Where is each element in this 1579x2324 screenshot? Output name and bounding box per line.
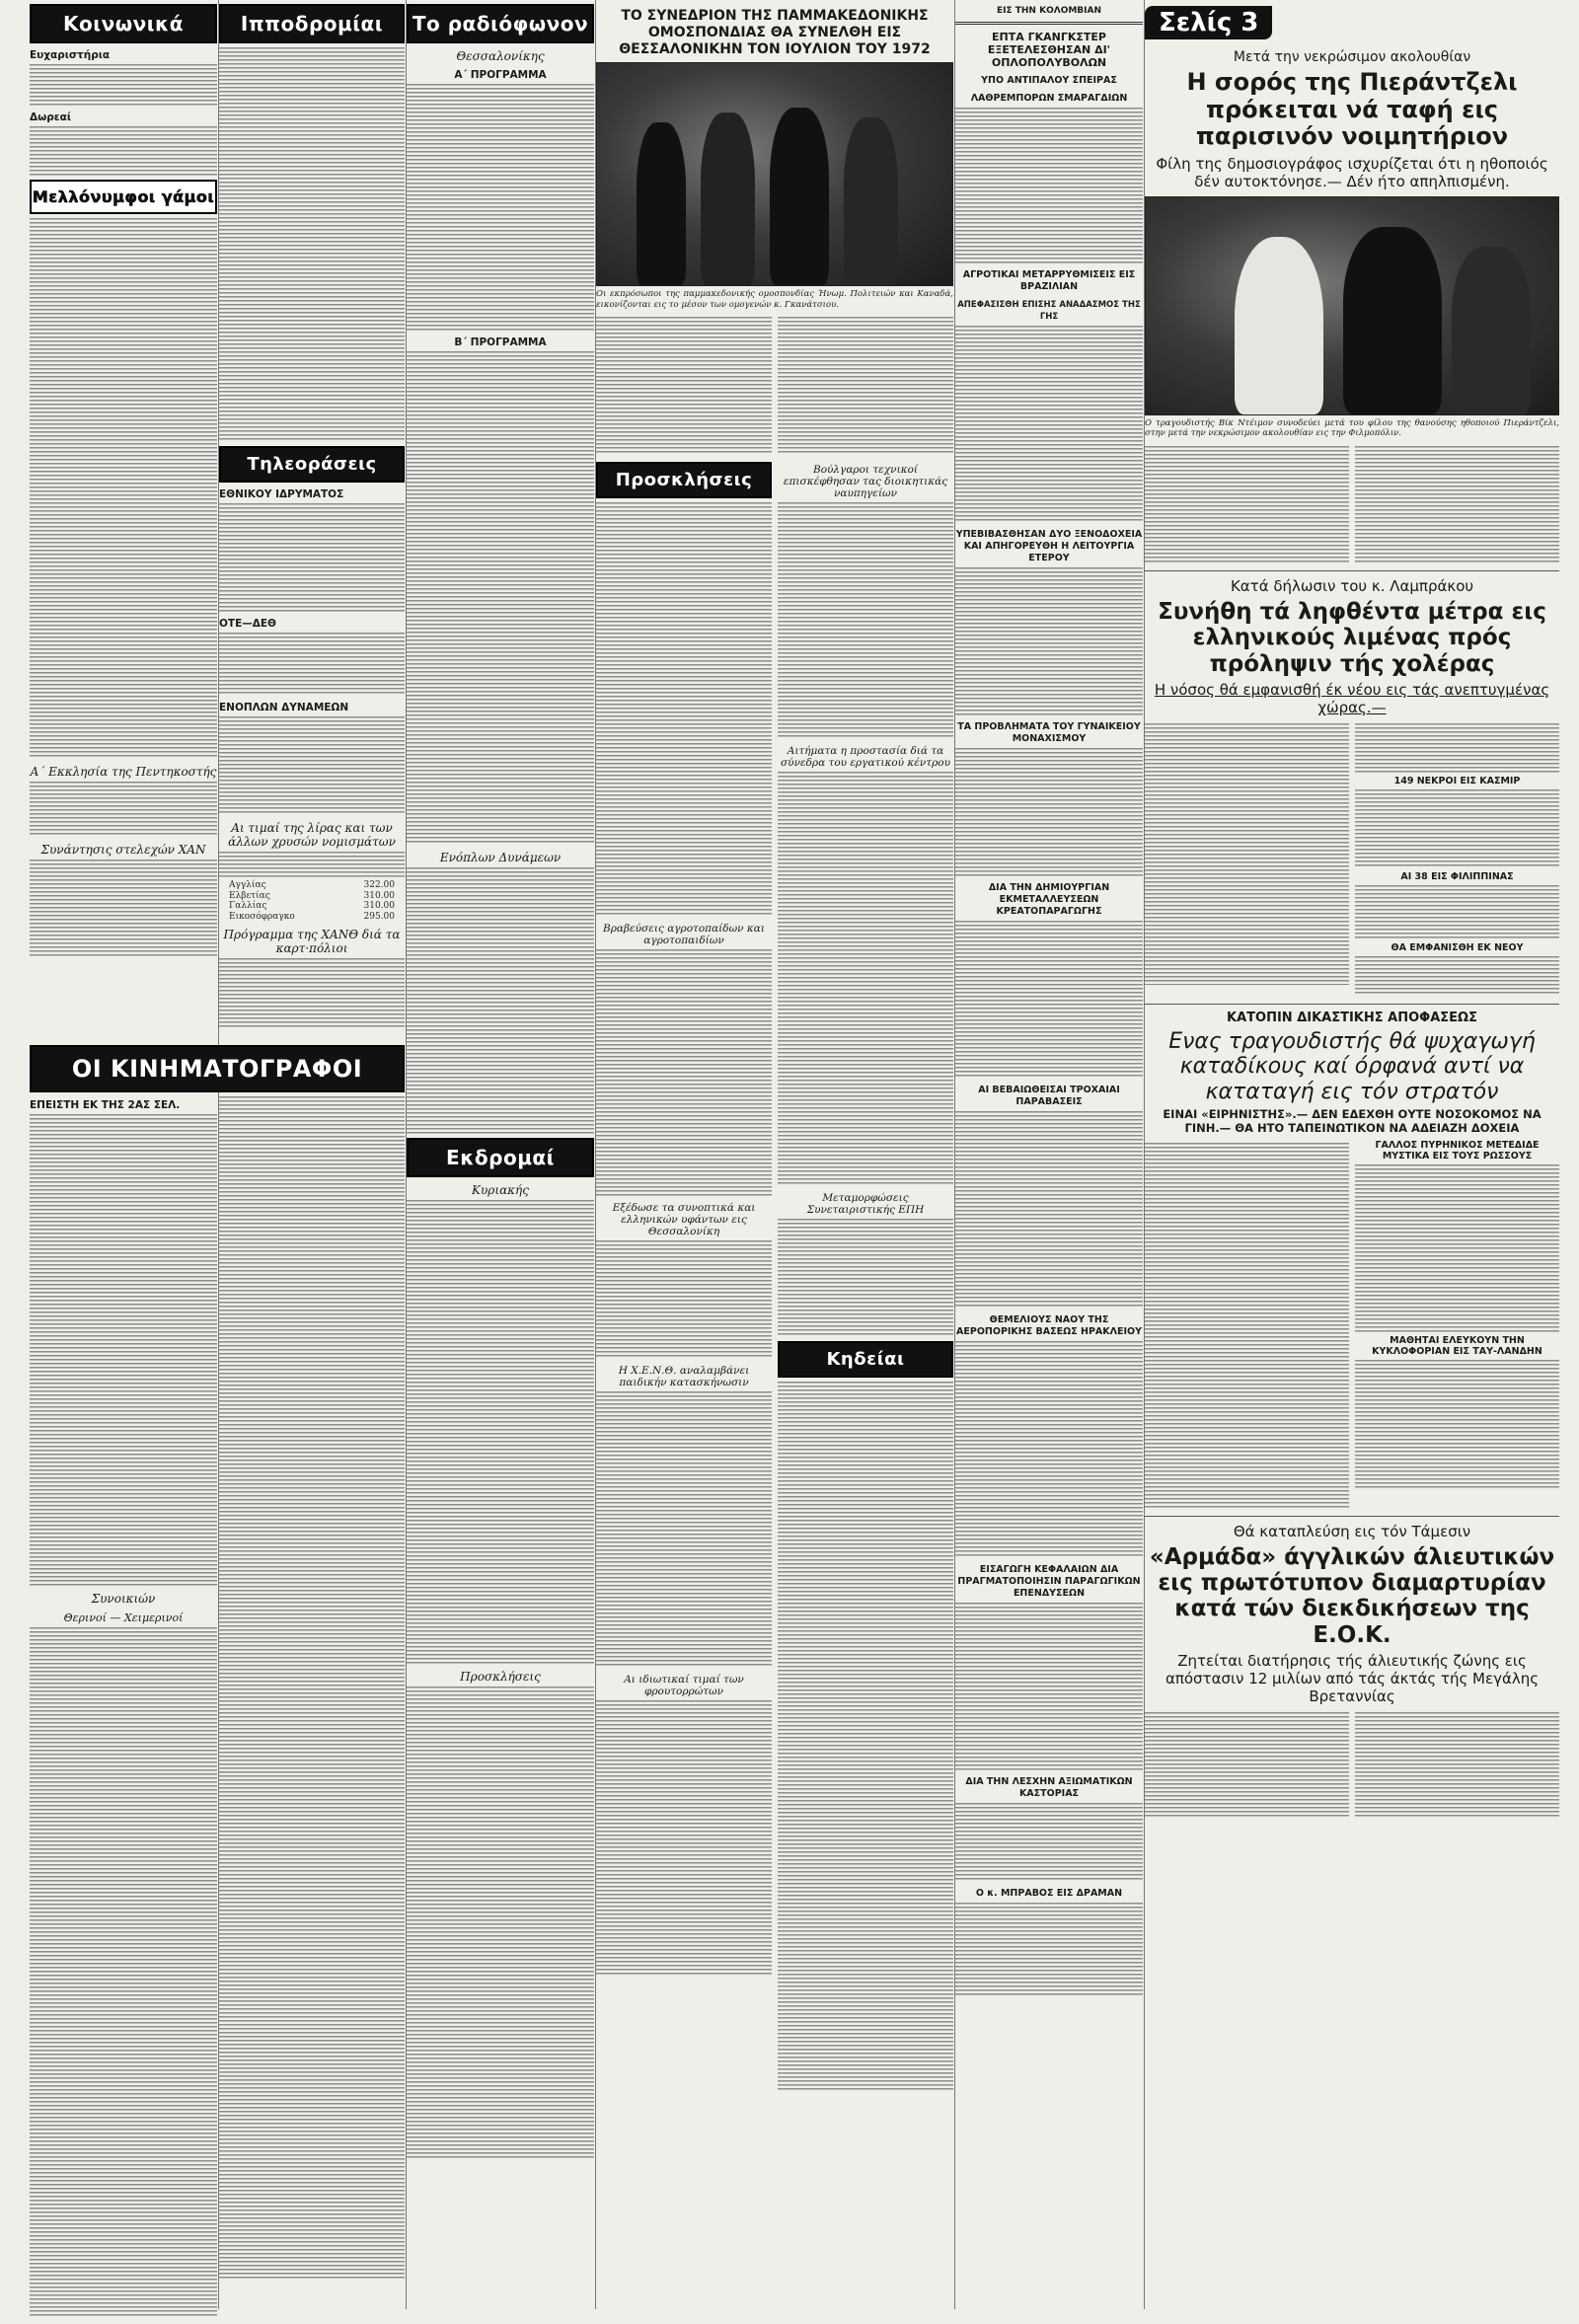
cinema-listings bbox=[30, 1627, 217, 2318]
price-row: Ελβετίας 310.00 bbox=[229, 890, 395, 901]
text-block bbox=[407, 1687, 594, 2160]
text-block bbox=[1355, 1360, 1559, 1488]
tv-sub2: ΟΤΕ—ΔΕΘ bbox=[219, 618, 276, 630]
text-block bbox=[1355, 446, 1559, 562]
prog-a: Α΄ ΠΡΟΓΡΑΜΜΑ bbox=[454, 69, 547, 81]
column-main bbox=[596, 0, 953, 2095]
gangsters-by: ΥΠΟ ΑΝΤΙΠΑΛΟΥ ΣΠΕΙΡΑΣ bbox=[981, 75, 1117, 86]
photo-figure bbox=[844, 117, 898, 285]
text-block bbox=[219, 716, 405, 815]
text-block bbox=[219, 852, 405, 877]
text-block bbox=[219, 47, 405, 442]
headline-pierangeli: Η σορός της Πιεράντζελι πρόκειται νά ταφή εις παρισινόν νοιμητήριον bbox=[1186, 68, 1518, 151]
thanks-head: Ευχαριστήρια bbox=[30, 49, 111, 61]
cinema-first: ΕΠΕΙΣΤΗ ΕΚ ΤΗΣ 2ΑΣ ΣΕΛ. bbox=[30, 1099, 181, 1111]
text-block bbox=[1355, 1164, 1559, 1332]
excursions-banner: Εκδρομαί bbox=[407, 1138, 594, 1177]
social-banner: Κοινωνικά bbox=[30, 4, 217, 43]
weddings-banner: Μελλόνυμφοι γάμοι bbox=[30, 180, 217, 214]
page-number: Σελίς 3 bbox=[1145, 0, 1559, 43]
tv-banner: Τηλεοράσεις bbox=[219, 446, 405, 483]
photo-pierangeli bbox=[1145, 196, 1559, 415]
station-head: Θεσσαλονίκης bbox=[456, 49, 545, 63]
students-head: ΜΑΘΗΤΑΙ ΕΛΕΥΚΟΥΝ ΤΗΝ ΚΥΚΛΟΦΟΡΙΑΝ ΕΙΣ ΤΑΥ-ΛΑΝΔΗΝ bbox=[1372, 1334, 1542, 1357]
text-block bbox=[955, 921, 1143, 1079]
traffic-head: ΑΙ ΒΕΒΑΙΩΘΕΙΣΑΙ ΤΡΟΧΑΙΑΙ ΠΑΡΑΒΑΣΕΙΣ bbox=[978, 1085, 1120, 1107]
text-block bbox=[596, 949, 772, 1196]
headline-armada: «Αρμάδα» άγγλικών άλιευτικών εις πρωτότυπον διαμαρτυρίαν κατά τών διεκδικήσεων της Ε.Ο.Κ. bbox=[1149, 1543, 1555, 1648]
prices-table bbox=[219, 880, 405, 922]
funerals-banner: Κηδείαι bbox=[778, 1341, 953, 1378]
text-block bbox=[596, 317, 772, 455]
text-block bbox=[1355, 956, 1559, 996]
armed-head: Ενόπλων Δυνάμεων bbox=[439, 851, 562, 864]
text-block bbox=[30, 782, 217, 837]
cinema-column-right bbox=[219, 1093, 405, 2284]
news-sub8: Μεταμορφώσεις Συνεταιριστικής ΕΠΗ bbox=[806, 1192, 925, 1216]
news-sub4: Εξέδωσε τα συνοπτικά και ελληνικών υφάντων εις Θεσσαλονίκη bbox=[612, 1202, 756, 1237]
text-block bbox=[955, 1111, 1143, 1309]
text-block bbox=[955, 1341, 1143, 1558]
text-block bbox=[778, 772, 953, 1186]
invites-head: Προσκλήσεις bbox=[460, 1670, 541, 1684]
invites-banner: Προσκλήσεις bbox=[596, 462, 772, 498]
news-sub7: Αι ιδιωτικαί τιμαί των φρουτορρώτων bbox=[624, 1674, 744, 1697]
headline-cholera: Συνήθη τά ληφθέντα μέτρα εις ελληνικούς λιμένας πρός πρόληψιν τής χολέρας bbox=[1158, 598, 1546, 677]
monastic-head: ΤΑ ΠΡΟΒΛΗΜΑΤΑ ΤΟΥ ΓΥΝΑΙΚΕΙΟΥ ΜΟΝΑΧΙΣΜΟΥ bbox=[957, 721, 1141, 744]
text-block bbox=[1145, 1712, 1349, 1819]
tv-sub1: ΕΘΝΙΚΟΥ ΙΔΡΥΜΑΤΟΣ bbox=[219, 488, 344, 500]
caption-pierangeli: Ο τραγουδιστής Βίκ Ντέιμον συνοδεύει μετά του φίλου της θανούσης ηθοποιού Πιεράντζελι, στην μετά την νεκρώσιμον ακολουθίαν εις την Φιλμοπόλιν. bbox=[1145, 417, 1559, 439]
temple-head: ΘΕΜΕΛΙΟΥΣ ΝΑΟΥ ΤΗΣ ΑΕΡΟΠΟΡΙΚΗΣ ΒΑΣΕΩΣ ΗΡΑΚΛΕΙΟΥ bbox=[956, 1314, 1142, 1337]
text-block bbox=[1145, 446, 1349, 562]
races-banner: Ιπποδρομίαι bbox=[219, 4, 405, 43]
two-col bbox=[1145, 443, 1559, 565]
text-block bbox=[955, 108, 1143, 263]
donations-head: Δωρεαί bbox=[30, 112, 71, 123]
neighborhood-head: Συνοικιών bbox=[91, 1592, 156, 1606]
brazil-head: ΑΓΡΟΤΙΚΑΙ ΜΕΤΑΡΡΥΘΜΙΣΕΙΣ ΕΙΣ ΒΡΑΖΙΛΙΑΝ bbox=[962, 269, 1136, 292]
text-block bbox=[955, 567, 1143, 715]
column-social bbox=[30, 0, 217, 961]
column-races bbox=[219, 0, 405, 1030]
news-sub2: Αιτήματα η προστασία διά τα σύνεδρα του εργατικού κέντρου bbox=[781, 745, 950, 769]
kicker-1: Μετά την νεκρώσιμον ακολουθίαν bbox=[1233, 49, 1471, 65]
news-sub6: Η Χ.Ε.Ν.Θ. αναλαμβάνει παιδικήν κατασκήνωσιν bbox=[618, 1365, 750, 1388]
dead-head: 149 ΝΕΚΡΟΙ ΕΙΣ ΚΑΣΜΙΡ bbox=[1393, 776, 1521, 787]
text-block bbox=[596, 1700, 772, 1977]
text-block bbox=[596, 1240, 772, 1359]
text-block bbox=[219, 633, 405, 696]
column-front bbox=[1145, 0, 1559, 1822]
gallos-head: ΓΑΛΛΟΣ ΠΥΡΗΝΙΚΟΣ ΜΕΤΕΔΙΔΕ ΜΥΣΤΙΚΑ ΕΙΣ ΤΟΥΣ ΡΩΣΣΟΥΣ bbox=[1375, 1139, 1540, 1162]
text-block bbox=[596, 502, 772, 917]
program-head: Πρόγραμμα της ΧΑΝΘ διά τα καρτ·πόλιοι bbox=[223, 928, 401, 956]
photo-figure bbox=[637, 122, 686, 285]
meeting-head: Συνάντησις στελεχών ΧΑΝ bbox=[40, 843, 206, 857]
text-block bbox=[219, 958, 405, 1027]
text-block bbox=[1355, 885, 1559, 939]
prices-head: Αι τιμαί της λίρας και των άλλων χρυσών νομισμάτων bbox=[228, 821, 396, 849]
capital-head: ΕΙΣΑΓΩΓΗ ΚΕΦΑΛΑΙΩΝ ΔΙΑ ΠΡΑΓΜΑΤΟΠΟΙΗΣΙΝ ΠΑΡΑΓΩΓΙΚΩΝ ΕΠΕΝΔΥΣΕΩΝ bbox=[957, 1564, 1141, 1599]
photo-figure bbox=[1235, 237, 1323, 414]
text-block bbox=[1355, 723, 1559, 773]
price-row: Γαλλίας 310.00 bbox=[229, 901, 395, 912]
text-block bbox=[407, 1200, 594, 1664]
text-block bbox=[778, 317, 953, 455]
church-head: Α΄ Εκκλησία της Πεντηκοστής bbox=[30, 765, 217, 779]
sub-singer: ΕΙΝΑΙ «ΕΙΡΗΝΙΣΤΗΣ».— ΔΕΝ ΕΔΕΧΘΗ ΟΥΤΕ ΝΟΣΟΚΟΜΟΣ ΝΑ ΓΙΝΗ.— ΘΑ ΗΤΟ ΤΑΠΕΙΝΩΤΙΚΟΝ ΝΑ ΑΔΕΙΑΖΗ ΔΟΧΕΙΑ bbox=[1163, 1106, 1541, 1135]
photo-figure bbox=[701, 112, 755, 285]
hotels-head: ΥΠΕΒΙΒΑΣΘΗΣΑΝ ΔΥΟ ΞΕΝΟΔΟΧΕΙΑ ΚΑΙ ΑΠΗΓΟΡΕΥΘΗ Η ΛΕΙΤΟΥΡΓΙΑ ΕΤΕΡΟΥ bbox=[955, 529, 1143, 563]
text-block bbox=[407, 84, 594, 331]
two-col bbox=[1145, 1140, 1559, 1511]
sub-cholera: Η νόσος θά εμφανισθή έκ νέου εις τάς ανεπτυγμένας χώρας.— bbox=[1154, 681, 1550, 717]
season-head: Θερινοί — Χειμερινοί bbox=[63, 1612, 184, 1624]
text-block bbox=[1355, 1712, 1559, 1819]
sub-armada: Ζητείται διατήρησις τής άλιευτικής ζώνης εις απόστασιν 12 μιλίων από τάς άκτάς τής Μεγάλης Βρεταννίας bbox=[1165, 1652, 1540, 1706]
kicker-3: ΚΑΤΟΠΙΝ ΔΙΚΑΣΤΙΚΗΣ ΑΠΟΦΑΣΕΩΣ bbox=[1227, 1011, 1477, 1026]
text-block bbox=[30, 126, 217, 176]
column-radio bbox=[407, 0, 594, 2163]
officers-head: ΔΙΑ ΤΗΝ ΛΕΣΧΗΝ ΑΞΙΩΜΑΤΙΚΩΝ ΚΑΣΤΟΡΙΑΣ bbox=[965, 1776, 1133, 1799]
kicker-2: Κατά δήλωσιν του κ. Λαμπράκου bbox=[1230, 576, 1474, 595]
tv-sub3: ΕΝΟΠΛΩΝ ΔΥΝΑΜΕΩΝ bbox=[219, 702, 349, 713]
two-col bbox=[1145, 1709, 1559, 1822]
text-block bbox=[1145, 723, 1349, 985]
two-col bbox=[1145, 720, 1559, 999]
gangsters-sub: ΛΑΘΡΕΜΠΟΡΩΝ ΣΜΑΡΑΓΔΙΩΝ bbox=[970, 93, 1128, 104]
text-block bbox=[778, 1219, 953, 1337]
text-block bbox=[1145, 1143, 1349, 1508]
headline-congress: ΤΟ ΣΥΝΕΔΡΙΟΝ ΤΗΣ ΠΑΜΜΑΚΕΔΟΝΙΚΗΣ ΟΜΟΣΠΟΝΔΙΑΣ ΘΑ ΣΥΝΕΛΘΗ ΕΙΣ ΘΕΣΣΑΛΟΝΙΚΗΝ ΤΟΝ ΙΟΥΛΙΟΝ ΤΟΥ 1972 bbox=[619, 8, 931, 57]
sub-pierangeli: Φίλη της δημοσιογράφος ισχυρίζεται ότι η ηθοποιός δέν αυτοκτόνησε.— Δέν ήτο απηλπισμένη. bbox=[1156, 154, 1548, 190]
text-block bbox=[30, 218, 217, 759]
cinema-listings bbox=[30, 1114, 217, 1586]
cinema-listings bbox=[219, 1096, 405, 2281]
new-head: ΘΑ ΕΜΦΑΝΙΣΘΗ ΕΚ ΝΕΟΥ bbox=[1391, 942, 1524, 954]
text-block bbox=[955, 326, 1143, 523]
price-row: Εικοσόφραγκο 295.00 bbox=[229, 911, 395, 922]
text-block bbox=[778, 1382, 953, 2092]
meat-head: ΔΙΑ ΤΗΝ ΔΗΜΙΟΥΡΓΙΑΝ ΕΚΜΕΤΑΛΛΕΥΣΕΩΝ ΚΡΕΑΤΟΠΑΡΑΓΩΓΗΣ bbox=[988, 882, 1110, 917]
prog-b: Β΄ ΠΡΟΓΡΑΜΜΑ bbox=[454, 337, 547, 348]
cinema-banner: ΟΙ ΚΙΝΗΜΑΤΟΓΡΑΦΟΙ bbox=[30, 1045, 405, 1092]
colombia-top: ΕΙΣ ΤΗΝ ΚΟΛΟΜΒΙΑΝ bbox=[996, 6, 1102, 16]
photo-figure bbox=[1452, 247, 1531, 414]
radio-banner: Το ραδιόφωνον bbox=[407, 4, 594, 43]
bravos-head: Ο κ. ΜΠΡΑΒΟΣ ΕΙΣ ΔΡΑΜΑΝ bbox=[975, 1888, 1123, 1899]
text-block bbox=[778, 502, 953, 739]
cinema-column-left bbox=[30, 1093, 217, 2321]
text-block bbox=[407, 867, 594, 1134]
gangsters-headline: ΕΠΤΑ ΓΚΑΝΓΚΣΤΕΡ ΕΞΕΤΕΛΕΣΘΗΣΑΝ ΔΙ' ΟΠΛΟΠΟΛΥΒΟΛΩΝ bbox=[987, 31, 1111, 69]
news-sub1: Βούλγαροι τεχνικοί επισκέφθησαν τας διοικητικάς ναυπηγείων bbox=[783, 464, 948, 499]
cinema-section bbox=[30, 1041, 405, 1096]
text-block bbox=[1355, 789, 1559, 868]
text-block bbox=[955, 748, 1143, 876]
news-sub5: Βραβεύσεις αγροτοπαίδων και αγροτοπαιδίων bbox=[602, 923, 765, 946]
two-col bbox=[596, 458, 953, 2095]
text-block bbox=[30, 860, 217, 958]
text-block bbox=[407, 351, 594, 845]
kicker-4: Θά καταπλεύση εις τόν Τάμεσιν bbox=[1233, 1522, 1471, 1540]
phil-head: ΑΙ 38 ΕΙΣ ΦΙΛΙΠΠΙΝΑΣ bbox=[1400, 871, 1514, 883]
price-row: Αγγλίας 322.00 bbox=[229, 880, 395, 890]
two-col bbox=[596, 314, 953, 458]
column-world bbox=[955, 0, 1143, 1999]
text-block bbox=[955, 1903, 1143, 1996]
text-block bbox=[955, 1603, 1143, 1770]
text-block bbox=[955, 1803, 1143, 1882]
photo-congress bbox=[596, 62, 953, 286]
brazil-sub: ΑΠΕΦΑΣΙΣΘΗ ΕΠΙΣΗΣ ΑΝΑΔΑΣΜΟΣ ΤΗΣ ΓΗΣ bbox=[957, 300, 1141, 322]
text-block bbox=[596, 1391, 772, 1668]
photo-figure bbox=[770, 108, 829, 285]
text-block bbox=[219, 503, 405, 612]
sunday-head: Κυριακής bbox=[472, 1183, 529, 1197]
photo-caption: Οι εκπρόσωποι της παμμακεδονικής ομοσπονδίας Ήνωμ. Πολιτειών και Καναδά, εικονίζονται εις το μέσον των ομογενών κ. Γκανάτσιου. bbox=[596, 289, 953, 310]
headline-singer: Ενας τραγουδιστής θά ψυχαγωγή καταδίκους καί όρφανά αντί να καταταγή εις τόν στρατόν bbox=[1168, 1029, 1536, 1104]
text-block bbox=[30, 64, 217, 106]
photo-figure bbox=[1343, 227, 1442, 414]
